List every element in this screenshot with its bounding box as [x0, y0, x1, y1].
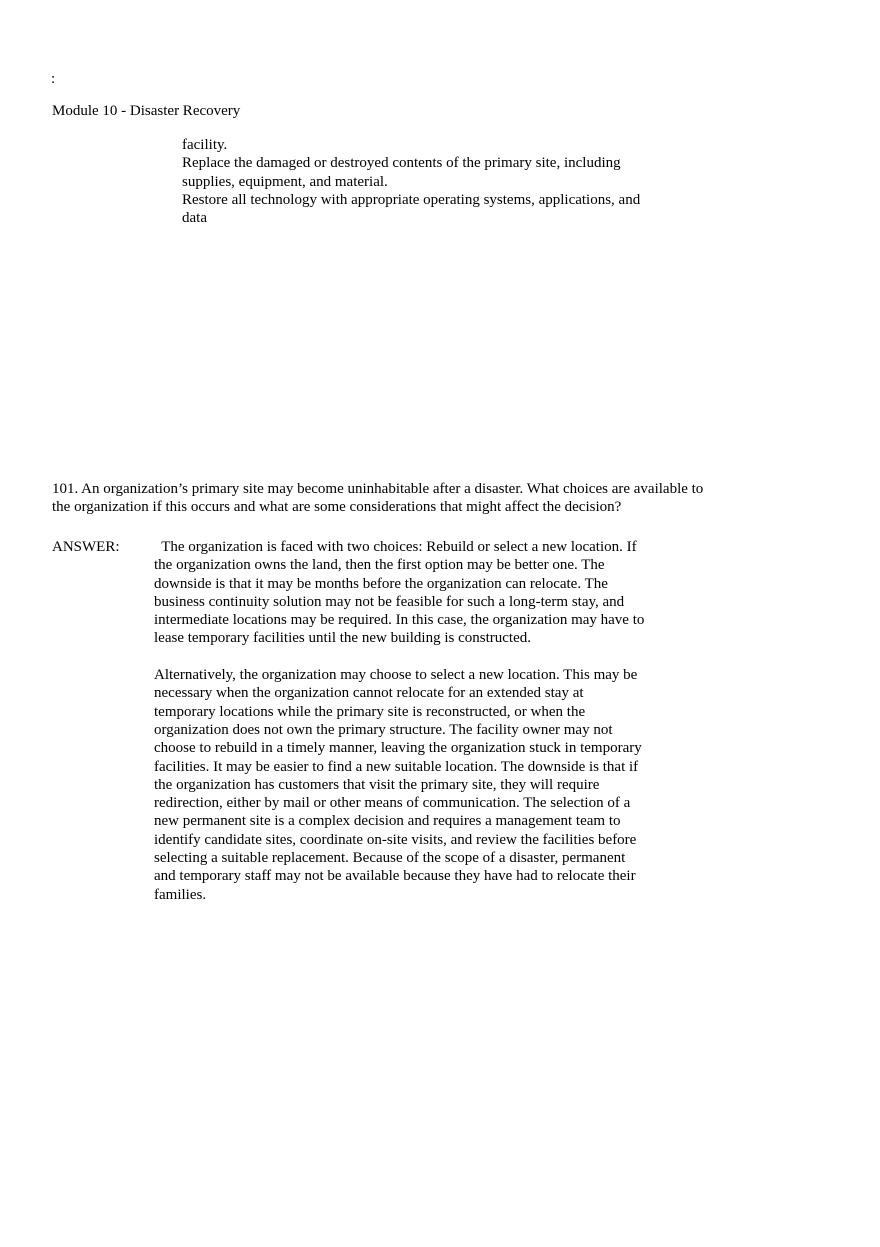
answer-line: the organization owns the land, then the first option may be better one. The: [154, 557, 605, 574]
answer-line: facilities. It may be easier to find a new suitable location. The downside is that if: [154, 758, 639, 775]
answer-line: families.: [154, 886, 207, 903]
answer-paragraph-2: [154, 666, 684, 904]
answer-body: [154, 538, 684, 904]
answer-line: organization does not own the primary structure. The facility owner may not: [154, 721, 613, 738]
continued-line: data: [182, 210, 207, 227]
question-text: [52, 480, 772, 517]
paragraph-spacer: [154, 648, 684, 666]
continued-line: Replace the damaged or destroyed contents of the primary site, including: [182, 155, 621, 172]
continued-line: facility.: [182, 137, 228, 153]
continued-line: supplies, equipment, and material.: [182, 173, 388, 190]
answer-line: temporary locations while the primary site is reconstructed, or when the: [154, 703, 586, 720]
question-line: the organization if this occurs and what are some considerations that might affect the decision?: [52, 499, 622, 516]
header-marker: :: [51, 71, 56, 87]
module-title: Module 10 - Disaster Recovery: [52, 103, 241, 119]
continued-text-block: [182, 136, 702, 227]
answer-line: downside is that it may be months before the organization can relocate. The: [154, 575, 608, 592]
answer-line: lease temporary facilities until the new building is constructed.: [154, 630, 531, 647]
answer-line: Alternatively, the organization may choose to select a new location. This may be: [154, 667, 638, 684]
answer-label: ANSWER:: [52, 539, 120, 555]
answer-line: new permanent site is a complex decision and requires a management team to: [154, 813, 621, 830]
answer-line: business continuity solution may not be feasible for such a long-term stay, and: [154, 593, 625, 610]
answer-line: The organization is faced with two choices: Rebuild or select a new location. If: [154, 539, 637, 555]
answer-line: the organization has customers that visit the primary site, they will require: [154, 776, 600, 793]
answer-line: and temporary staff may not be available because they have had to relocate their: [154, 868, 636, 885]
answer-line: necessary when the organization cannot relocate for an extended stay at: [154, 685, 584, 702]
continued-line: Restore all technology with appropriate operating systems, applications, and: [182, 191, 641, 208]
answer-line: intermediate locations may be required. In this case, the organization may have to: [154, 612, 645, 629]
answer-line: selecting a suitable replacement. Because of the scope of a disaster, permanent: [154, 850, 626, 867]
question-line: 101. An organization’s primary site may become uninhabitable after a disaster. What choices are available to: [52, 481, 704, 497]
answer-line: identify candidate sites, coordinate on-site visits, and review the facilities before: [154, 831, 637, 848]
answer-paragraph-1: [154, 538, 684, 648]
answer-line: redirection, either by mail or other means of communication. The selection of a: [154, 795, 631, 812]
answer-line: choose to rebuild in a timely manner, leaving the organization stuck in temporary: [154, 740, 642, 757]
